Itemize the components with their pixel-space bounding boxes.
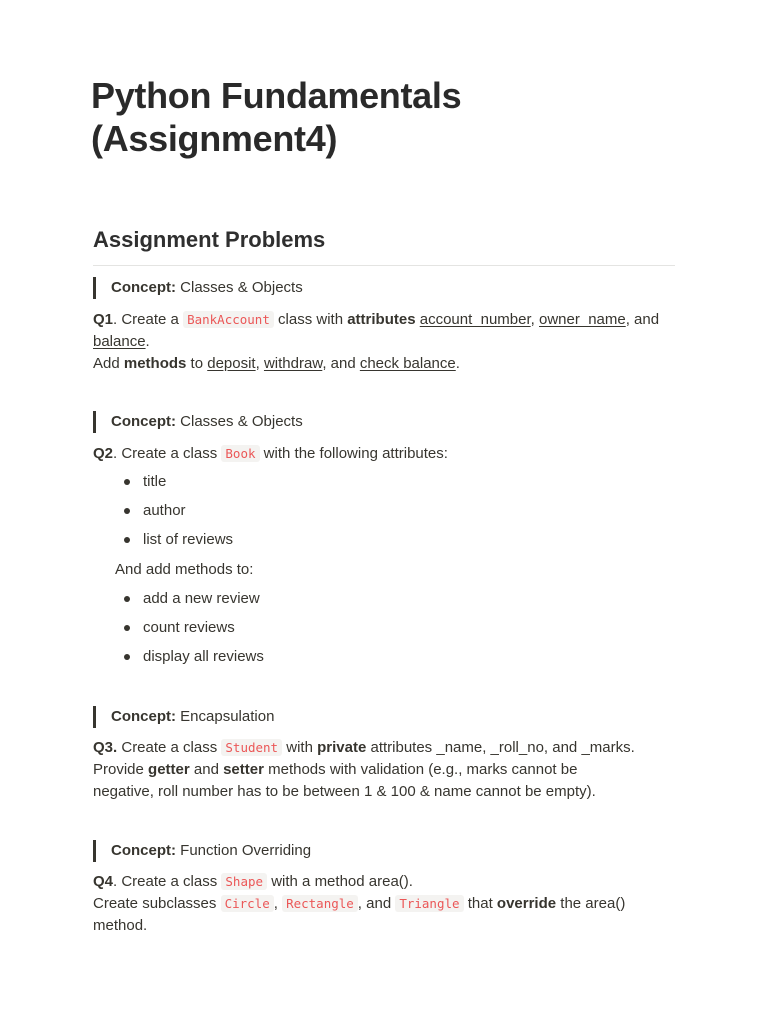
list-item: title bbox=[120, 471, 233, 500]
text: with a method area(). bbox=[267, 873, 413, 890]
concept-value: Encapsulation bbox=[180, 708, 275, 725]
text: methods with validation (e.g., marks cannot be bbox=[263, 761, 578, 778]
underlined-term: account_number bbox=[419, 311, 531, 328]
bold-term: getter bbox=[148, 761, 190, 778]
inline-code: Rectangle bbox=[282, 895, 358, 912]
text: , and bbox=[625, 311, 660, 328]
text: and bbox=[189, 761, 224, 778]
text: the area() bbox=[556, 895, 626, 912]
concept-label: Concept: bbox=[111, 413, 176, 430]
concept-value: Classes & Objects bbox=[180, 279, 303, 296]
text: Add bbox=[93, 355, 124, 372]
text: with bbox=[282, 739, 318, 756]
text: , and bbox=[322, 355, 360, 372]
bold-term: override bbox=[496, 895, 557, 912]
question-number: Q1 bbox=[93, 311, 114, 328]
text: , and bbox=[357, 895, 396, 912]
text: class with bbox=[273, 311, 348, 328]
underlined-term: check balance bbox=[359, 355, 456, 372]
section-heading: Assignment Problems bbox=[93, 227, 326, 252]
list-item: add a new review bbox=[120, 588, 264, 617]
question-q3 bbox=[93, 737, 683, 803]
text: to bbox=[186, 355, 208, 372]
question-number: Q4 bbox=[93, 873, 114, 890]
page-title: Python Fundamentals (Assignment4) bbox=[91, 75, 462, 159]
question-q4 bbox=[93, 871, 683, 937]
list-item: list of reviews bbox=[120, 529, 233, 558]
list-item: display all reviews bbox=[120, 646, 264, 675]
text: Provide bbox=[93, 761, 149, 778]
question-q2 bbox=[93, 443, 683, 465]
text: . Create a class bbox=[113, 445, 222, 462]
inline-code: BankAccount bbox=[183, 311, 274, 328]
bold-term: private bbox=[317, 739, 367, 756]
text: negative, roll number has to be between 1 & 100 & name cannot be empty). bbox=[93, 783, 596, 800]
text: , bbox=[255, 355, 264, 372]
concept-label: Concept: bbox=[111, 279, 176, 296]
inline-code: Student bbox=[221, 739, 282, 756]
concept-callout-q4 bbox=[93, 840, 311, 862]
inline-code: Triangle bbox=[395, 895, 463, 912]
text: , bbox=[530, 311, 539, 328]
list-item: author bbox=[120, 500, 233, 529]
text: . Create a class bbox=[113, 873, 222, 890]
methods-intro: And add methods to: bbox=[115, 561, 254, 578]
text: Create a class bbox=[117, 739, 222, 756]
bold-term: setter bbox=[223, 761, 264, 778]
text: . bbox=[145, 333, 150, 350]
text: . Create a bbox=[113, 311, 184, 328]
concept-value: Classes & Objects bbox=[180, 413, 303, 430]
concept-callout-q1 bbox=[93, 277, 303, 299]
underlined-term: withdraw bbox=[263, 355, 323, 372]
text: that bbox=[463, 895, 497, 912]
concept-callout-q3 bbox=[93, 706, 274, 728]
text: method. bbox=[93, 917, 148, 934]
section-divider bbox=[93, 265, 675, 266]
underlined-term: owner_name bbox=[539, 311, 626, 328]
concept-callout-q2 bbox=[93, 411, 303, 433]
text: Create subclasses bbox=[93, 895, 221, 912]
bold-term: methods bbox=[123, 355, 187, 372]
text: . bbox=[455, 355, 460, 372]
question-number: Q3. bbox=[93, 739, 118, 756]
question-q1 bbox=[93, 309, 683, 375]
method-list bbox=[120, 588, 264, 675]
text: with the following attributes: bbox=[259, 445, 448, 462]
question-number: Q2 bbox=[93, 445, 114, 462]
inline-code: Book bbox=[221, 445, 259, 462]
text: , bbox=[273, 895, 283, 912]
inline-code: Shape bbox=[221, 873, 267, 890]
underlined-term: balance bbox=[93, 333, 146, 350]
inline-code: Circle bbox=[221, 895, 274, 912]
attribute-list bbox=[120, 471, 233, 558]
concept-label: Concept: bbox=[111, 842, 176, 859]
text: attributes _name, _roll_no, and _marks. bbox=[366, 739, 635, 756]
concept-value: Function Overriding bbox=[180, 842, 312, 859]
concept-label: Concept: bbox=[111, 708, 176, 725]
list-item: count reviews bbox=[120, 617, 264, 646]
underlined-term: deposit bbox=[207, 355, 256, 372]
bold-term: attributes bbox=[347, 311, 416, 328]
